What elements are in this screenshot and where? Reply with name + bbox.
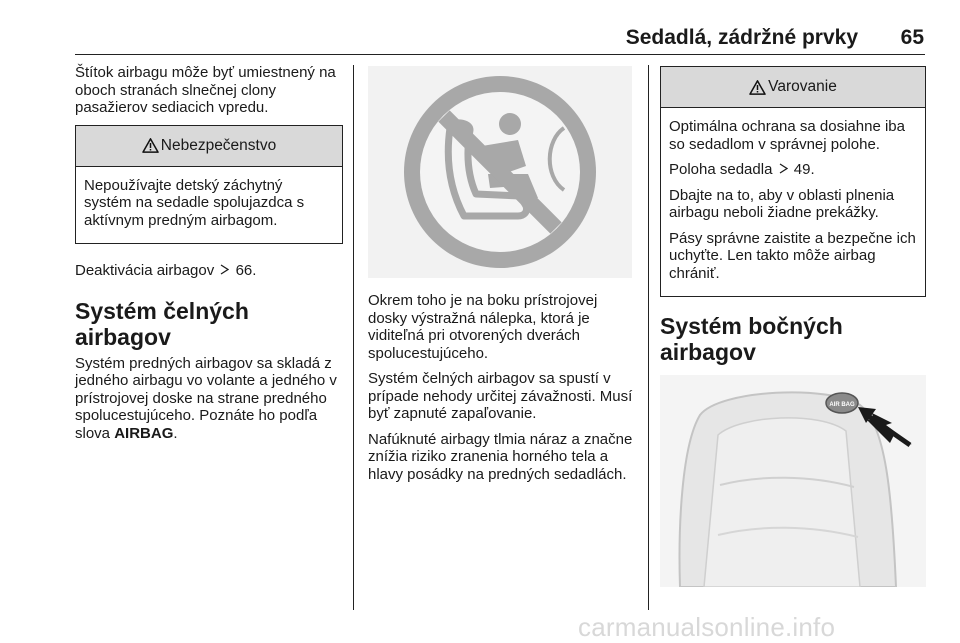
front-airbags-text-end: . (173, 424, 178, 442)
warning-box-p2 (669, 161, 917, 179)
warning-box-p4: Pásy správne zaistite a bezpečne ich uchyťte. Len takto môže airbag chrániť. (669, 229, 916, 282)
front-airbags-text: Systém predných airbagov sa skladá z jedného airbagu vo volante a jedného v prístrojovej doske na strane predného spolucestujúceho. Poznáte ho podľa slova (75, 354, 337, 442)
seat-position-ref[interactable]: 49. (793, 161, 815, 178)
child-seat-prohibition-image (368, 66, 632, 278)
deactivation-text: Deaktivácia airbagov (75, 262, 215, 279)
middle-paragraph-2: Systém čelných airbagov sa spustí v prípade nehody určitej závažnosti. Musí byť zapnuté zapaľovanie. (368, 370, 633, 422)
danger-box (75, 125, 343, 245)
page-reference-arrow-icon (779, 163, 788, 174)
airbag-badge-label: AIR BAG (829, 402, 855, 408)
section-title-front-airbags: Systém čelných airbagov (75, 297, 249, 350)
deactivation-paragraph (75, 262, 343, 280)
column-middle (368, 64, 634, 491)
seat-illustration (660, 375, 926, 587)
column-divider-left (353, 65, 354, 610)
column-right (660, 64, 926, 587)
warning-box-title: Varovanie (768, 78, 837, 96)
header-rule (75, 54, 925, 55)
no-child-seat-airbag-icon (368, 66, 632, 278)
page-reference-arrow-icon (220, 264, 229, 275)
column-divider-right (648, 65, 649, 610)
header-title: Sedadlá, zádržné prvky (625, 26, 858, 49)
warning-box (660, 66, 926, 297)
footer-watermark: carmanualsonline.info (578, 612, 836, 642)
page-number: 65 (900, 26, 924, 49)
danger-box-header (76, 126, 342, 167)
deactivation-ref[interactable]: 66. (235, 262, 257, 279)
section-title-side-airbags: Systém bočných airbagov (660, 313, 843, 365)
warning-box-body (661, 108, 925, 296)
airbag-keyword: AIRBAG (114, 424, 174, 442)
danger-box-title: Nebezpečenstvo (160, 136, 277, 154)
seat-side-airbag-image (660, 375, 926, 587)
warning-triangle-icon (749, 80, 766, 95)
column-left (75, 64, 343, 450)
warning-box-p3: Dbajte na to, aby v oblasti plnenia airbagu neboli žiadne prekážky. (669, 186, 895, 221)
middle-paragraph-3: Nafúknuté airbagy tlmia náraz a značne znížia riziko zranenia horného tela a hlavy posádky na predných sedadlách. (368, 430, 633, 483)
intro-paragraph: Štítok airbagu môže byť umiestnený na oboch stranách slnečnej clony pasažierov sediacich vpredu. (75, 64, 336, 116)
warning-triangle-icon (142, 138, 159, 153)
seat-position-text: Poloha sedadla (669, 161, 773, 178)
front-airbags-paragraph (75, 355, 343, 443)
warning-box-header (661, 67, 925, 108)
danger-box-text: Nepoužívajte detský záchytný systém na sedadle spolujazdca s aktívnym predným airbagom. (84, 176, 305, 229)
danger-box-body (76, 167, 342, 244)
middle-paragraph-1: Okrem toho je na boku prístrojovej dosky výstražná nálepka, ktorá je viditeľná pri otvorených dverách spolucestujúceho. (368, 292, 598, 362)
warning-box-p1: Optimálna ochrana sa dosiahne iba so sedadlom v správnej polohe. (669, 118, 905, 153)
